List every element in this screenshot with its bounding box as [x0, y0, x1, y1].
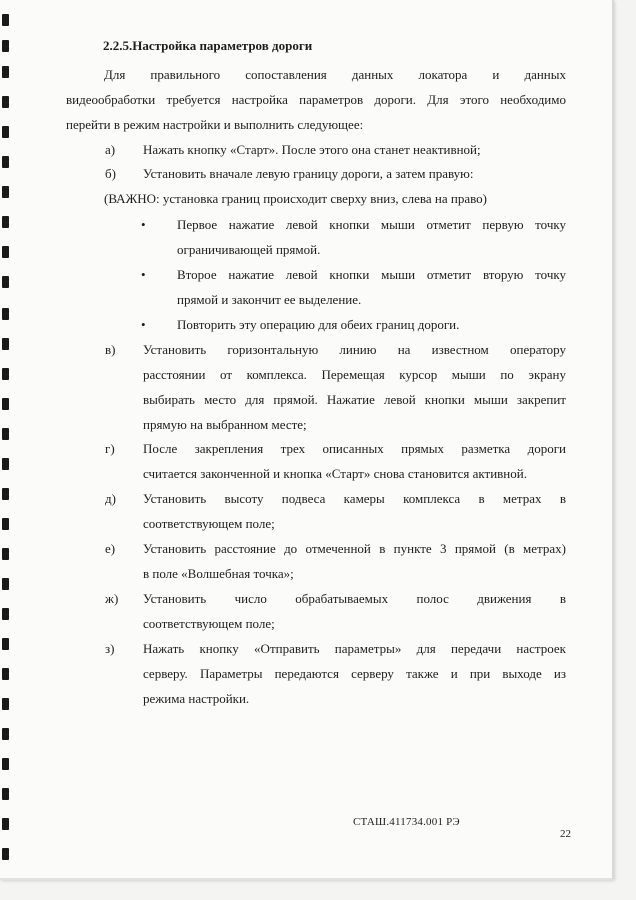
list-line: Нажать кнопку «Отправить параметры» для передачи настроек: [143, 641, 566, 656]
list-text: [143, 486, 566, 536]
binding-hole: [2, 698, 9, 710]
section-heading: 2.2.5.Настройка параметров дороги: [103, 38, 313, 53]
list-marker: з): [105, 641, 115, 656]
list-text: [143, 337, 566, 437]
binding-hole: [2, 126, 9, 138]
binding-hole: [2, 608, 9, 620]
list-marker: г): [105, 441, 115, 456]
binding-hole: [2, 96, 9, 108]
binding-hole: [2, 488, 9, 500]
list-text: [143, 586, 566, 636]
list-line: выбирать место для прямой. Нажатие левой кнопки мыши закрепит: [143, 392, 566, 407]
list-marker: д): [105, 491, 116, 506]
binding-hole: [2, 14, 9, 26]
important-note: (ВАЖНО: установка границ происходит сверху вниз, слева на право): [104, 191, 487, 206]
list-marker: е): [105, 541, 116, 556]
binding-hole: [2, 668, 9, 680]
binding-hole: [2, 458, 9, 470]
list-line: расстоянии от комплекса. Перемещая курсор мыши по экрану: [143, 367, 566, 382]
binding-hole: [2, 398, 9, 410]
intro-paragraph: [66, 62, 566, 137]
binding-hole: [2, 308, 9, 320]
binding-hole: [2, 638, 9, 650]
list-text: Нажать кнопку «Старт». После этого она станет неактивной;: [143, 142, 481, 157]
bullet-line: ограничивающей прямой.: [177, 242, 321, 257]
page-number: 22: [560, 828, 571, 840]
list-line: соответствующем поле;: [143, 516, 275, 531]
list-line: режима настройки.: [143, 691, 250, 706]
bullet-line: Первое нажатие левой кнопки мыши отметит первую точку: [177, 217, 566, 232]
binding-hole: [2, 848, 9, 860]
bullet-line: прямой и закончит ее выделение.: [177, 292, 362, 307]
intro-line: перейти в режим настройки и выполнить следующее:: [66, 117, 364, 132]
binding-hole: [2, 276, 9, 288]
bullet-symbol: •: [141, 317, 146, 332]
bullet-text: [177, 212, 566, 262]
list-line: соответствующем поле;: [143, 616, 275, 631]
list-line: Установить горизонтальную линию на известном оператору: [143, 342, 566, 357]
bullet-symbol: •: [141, 267, 146, 282]
binding-hole: [2, 518, 9, 530]
binding-hole: [2, 246, 9, 258]
intro-line: Для правильного сопоставления данных локатора и данных: [104, 67, 566, 82]
list-text: [143, 636, 566, 711]
list-marker: ж): [105, 591, 119, 606]
list-line: серверу. Параметры передаются серверу также и при выходе из: [143, 666, 566, 681]
intro-line: видеообработки требуется настройка параметров дороги. Для этого необходимо: [66, 92, 566, 107]
bullet-symbol: •: [141, 217, 146, 232]
bullet-line: Второе нажатие левой кнопки мыши отметит вторую точку: [177, 267, 566, 282]
binding-hole: [2, 40, 9, 52]
bullet-text: [177, 312, 566, 337]
binding-hole: [2, 788, 9, 800]
binding-hole: [2, 66, 9, 78]
list-line: считается законченной и кнопка «Старт» снова становится активной.: [143, 466, 527, 481]
list-line: Установить расстояние до отмеченной в пункте 3 прямой (в метрах): [143, 541, 566, 556]
binding-hole: [2, 186, 9, 198]
spiral-binding: [0, 0, 12, 878]
binding-hole: [2, 338, 9, 350]
bullet-text: [177, 262, 566, 312]
binding-hole: [2, 216, 9, 228]
list-marker: б): [105, 166, 116, 181]
binding-hole: [2, 368, 9, 380]
binding-hole: [2, 428, 9, 440]
list-text: [143, 436, 566, 486]
binding-hole: [2, 548, 9, 560]
binding-hole: [2, 728, 9, 740]
list-line: Установить число обрабатываемых полос движения в: [143, 591, 566, 606]
list-text: Установить вначале левую границу дороги, а затем правую:: [143, 166, 474, 181]
list-line: Установить высоту подвеса камеры комплекса в метрах в: [143, 491, 566, 506]
list-marker: в): [105, 342, 116, 357]
binding-hole: [2, 156, 9, 168]
list-line: прямую на выбранном месте;: [143, 417, 307, 432]
list-text: [143, 536, 566, 586]
binding-hole: [2, 758, 9, 770]
binding-hole: [2, 818, 9, 830]
binding-hole: [2, 578, 9, 590]
document-number: СТАШ.411734.001 РЭ: [353, 816, 460, 828]
bullet-line: Повторить эту операцию для обеих границ дороги.: [177, 317, 460, 332]
list-marker: а): [105, 142, 116, 157]
list-line: После закрепления трех описанных прямых разметка дороги: [143, 441, 566, 456]
list-line: в поле «Волшебная точка»;: [143, 566, 294, 581]
